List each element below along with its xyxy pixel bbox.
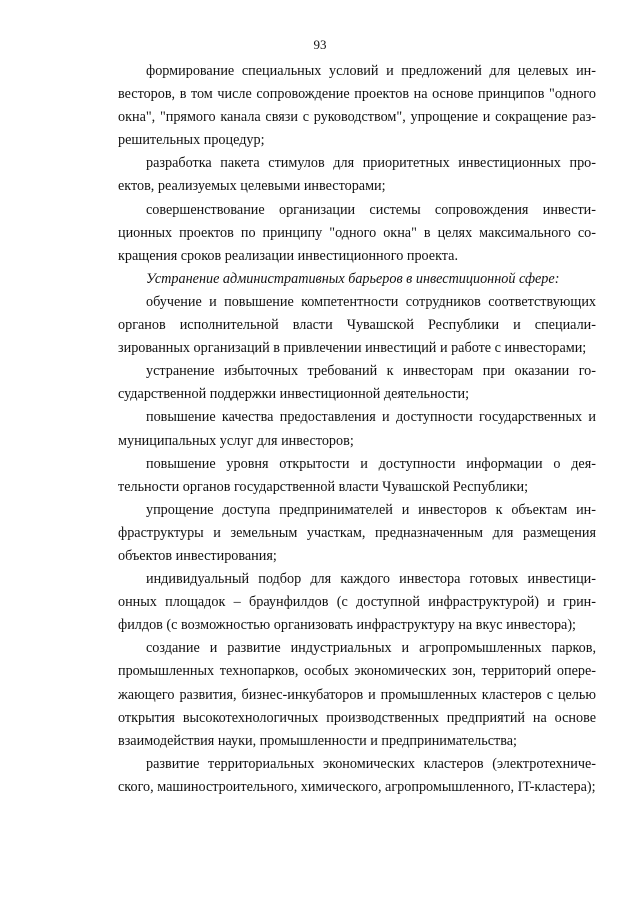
paragraph-target-investor-conditions: формирование специальных условий и предложений для целевых инвесторов, в том числе сопровождение проектов на основе принципов "одного окна", "прямого канала связи с руководством", упрощение и сокращение разрешительных процедур; [118,63,596,149]
page-number: 93 [313,37,327,52]
paragraph-staff-training: обучение и повышение компетентности сотрудников соответствующих органов исполнительной власти Чувашской Республики и специализированных организаций в привлечении инвестиций и работе с инвесторами; [118,293,596,357]
paragraph-service-quality: повышение качества предоставления и доступности государственных и муниципальных услуг для инвесторов; [118,409,596,449]
document-body [118,60,596,799]
paragraph-information-openness: повышение уровня открытости и доступности информации о деятельности органов государственной власти Чувашской Республики; [118,455,596,495]
paragraph-territorial-clusters: развитие территориальных экономических кластеров (электротехнического, машиностроительного, химического, агропромышленного, IT-кластера); [118,755,596,795]
paragraph-industrial-parks: создание и развитие индустриальных и агропромышленных парков, промышленных технопарков, особых экономических зон, территорий опережающего развития, бизнес-инкубаторов и промышленных кластеров с целью открытия высокотехнологичных производственных предприятий на основе взаимодействия науки, промышленности и предпринимательства; [118,640,596,749]
paragraph-excess-requirements: устранение избыточных требований к инвесторам при оказании государственной поддержки инвестиционной деятельности; [118,363,596,403]
paragraph-site-selection: индивидуальный подбор для каждого инвестора готовых инвестиционных площадок – браунфилдов (с доступной инфраструктурой) и гринфилдов (с возможностью организовать инфраструктуру на вкус инвестора); [118,571,596,634]
paragraph-infrastructure-access: упрощение доступа предпринимателей и инвесторов к объектам инфраструктуры и земельным участкам, предназначенным для размещения объектов инвестирования; [118,501,596,564]
paragraph-one-window-support: совершенствование организации системы сопровождения инвестиционных проектов по принципу "одного окна" в целях максимального сокращения сроков реализации инвестиционного проекта. [118,201,596,264]
paragraph-incentive-package: разработка пакета стимулов для приоритетных инвестиционных проектов, реализуемых целевыми инвесторами; [118,155,596,195]
section-heading-admin-barriers: Устранение административных барьеров в инвестиционной сфере: [146,270,560,287]
